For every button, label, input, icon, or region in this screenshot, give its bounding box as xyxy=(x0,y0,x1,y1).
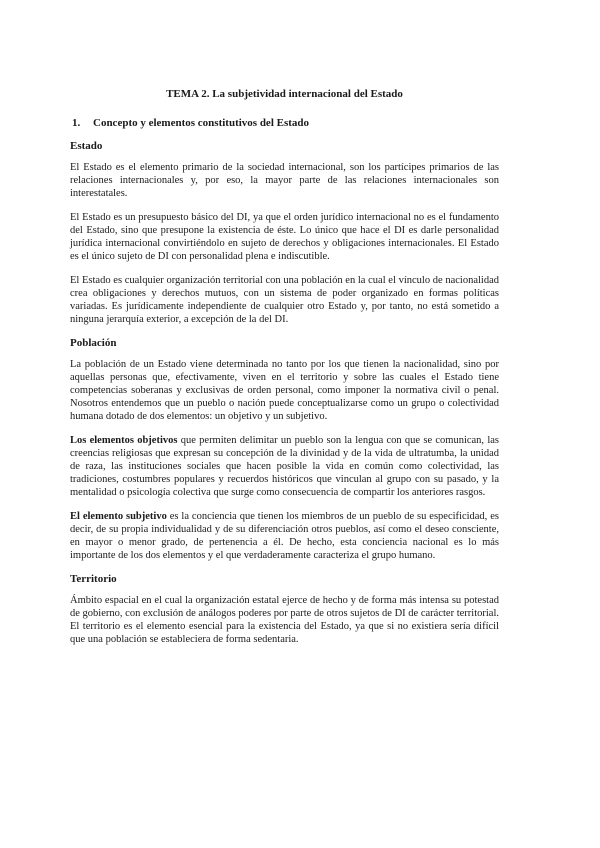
paragraph-text: El Estado es un presupuesto básico del DI, ya que el orden jurídico internacional no es el fundamento del Estado, sino que presupone la existencia de éste. Lo único que hace el DI es darle personalidad jurídica internacional convirtiéndolo en sujeto de derechos y obligaciones internacionales. El Estado es el único sujeto de DI con personalidad plena e indiscutible. xyxy=(70,212,499,262)
subheading-poblacion: Población xyxy=(70,337,117,349)
paragraph-estado-3 xyxy=(70,274,499,326)
paragraph-lead-elemento-subjetivo: El elemento subjetivo xyxy=(70,511,167,522)
paragraph-estado-2 xyxy=(70,211,499,263)
section-number: 1. xyxy=(72,117,81,129)
paragraph-text: que permiten delimitar un pueblo son la lengua con que se comunican, las creencias religiosas que expresan su concepción de la divinidad y de la vida de ultratumba, la unidad de raza, las instituciones sociales que hacen posible la vida en común como colectividad, las tradiciones, costumbres populares y recuerdos históricos que vinculan al grupo con su pasado, y la mentalidad o psicología colectiva que surge como consecuencia de compartir los anteriores rasgos. xyxy=(70,435,499,498)
paragraph-lead-elementos-objetivos: Los elementos objetivos xyxy=(70,435,178,446)
paragraph-poblacion-1 xyxy=(70,358,499,423)
section-heading xyxy=(70,117,499,130)
subheading-estado: Estado xyxy=(70,140,103,152)
paragraph-estado-1 xyxy=(70,161,499,200)
paragraph-poblacion-3 xyxy=(70,510,499,562)
subheading-territorio: Territorio xyxy=(70,573,117,585)
paragraph-text: es la conciencia que tienen los miembros de un pueblo de su especificidad, es decir, de su propia individualidad y de su diferenciación otros pueblos, así como el deseo consciente, en mayor o menor grado, de pertenencia a él. De hecho, esta conciencia nacional es lo más importante de los dos elementos y el que verdaderamente caracteriza el grupo humano. xyxy=(70,511,499,561)
paragraph-text: Ámbito espacial en el cual la organización estatal ejerce de hecho y de forma más intensa su potestad de gobierno, con exclusión de análogos poderes por parte de otros sujetos de DI de carácter territorial. El territorio es el elemento esencial para la existencia del Estado, ya que si no existiera sería difícil que una población se estableciera de forma sedentaria. xyxy=(70,595,499,645)
paragraph-territorio-1 xyxy=(70,594,499,646)
section-title: Concepto y elementos constitutivos del Estado xyxy=(93,117,310,129)
document-title: TEMA 2. La subjetividad internacional del Estado xyxy=(166,88,403,100)
paragraph-poblacion-2 xyxy=(70,434,499,499)
paragraph-text: El Estado es el elemento primario de la sociedad internacional, son los partícipes primarios de las relaciones internacionales y, por eso, la mayor parte de las relaciones internacionales son interestatales. xyxy=(70,162,499,199)
paragraph-text: El Estado es cualquier organización territorial con una población en la cual el vínculo de nacionalidad crea obligaciones y derechos mutuos, con un sistema de poder organizado en formas políticas variadas. Es jurídicamente independiente de cualquier otro Estado y, por tanto, no está sometido a ninguna jerarquía exterior, a excepción de la del DI. xyxy=(70,275,499,325)
paragraph-text: La población de un Estado viene determinada no tanto por los que tienen la nacionalidad, sino por aquellas personas que, efectivamente, viven en el territorio y sobre las cuales el Estado tiene competencias soberanas y exclusivas de orden personal, como imponer la normativa civil o penal. Nosotros entendemos que un pueblo o nación puede conceptualizarse como un grupo o colectividad humana dotado de dos elementos: un objetivo y un subjetivo. xyxy=(70,359,499,422)
